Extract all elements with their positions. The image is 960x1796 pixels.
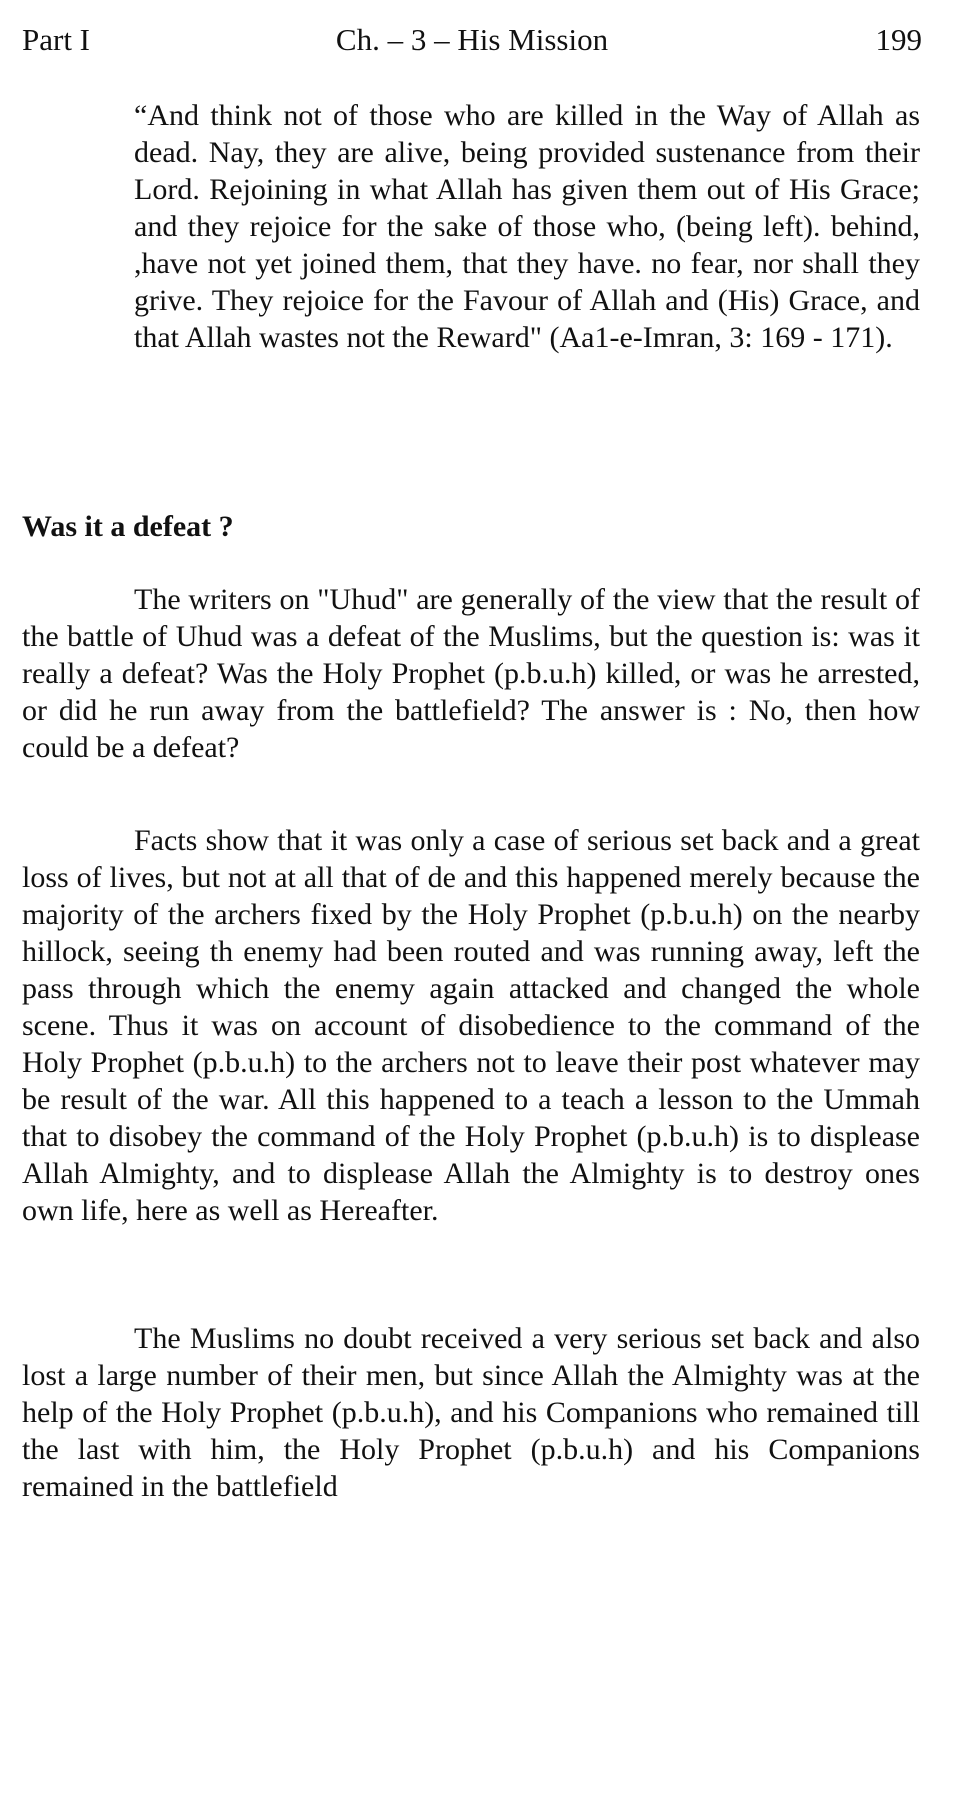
page-number: 199 bbox=[875, 22, 922, 57]
chapter-title: Ch. – 3 – His Mission bbox=[335, 22, 609, 57]
quran-quote: “And think not of those who are killed in the Way of Allah as dead. Nay, they are alive, being provided sustenance from their Lord. Rejoining in what Allah has given them out of His Grace; and they rejoice for the sake of those who, (being left). behind, ,have not yet joined them, that they have. no fear, nor shall they grive. They rejoice for the Favour of Allah and (His) Grace, and that Allah wastes not the Reward" (Aa1-e-Imran, 3: 169 - 171). bbox=[134, 99, 920, 354]
paragraph-2: Facts show that it was only a case of serious set back and a great loss of lives, but not at all that of de and this happened merely because the majority of the archers fixed by the Holy Prophet (p.b.u.h) on the nearby hillock, seeing th enemy had been routed and was running away, left the pass through which the enemy again attacked and changed the whole scene. Thus it was on account of disobedience to the command of the Holy Prophet (p.b.u.h) to the archers not to leave their post whatever may be result of the war. All this happened to a teach a lesson to the Ummah that to disobey the command of the Holy Prophet (p.b.u.h) is to displease Allah Almighty, and to displease Allah the Almighty is to destroy ones own life, here as well as Hereafter. bbox=[22, 824, 920, 1227]
paragraph-3: The Muslims no doubt received a very serious set back and also lost a large number of their men, but since Allah the Almighty was at the help of the Holy Prophet (p.b.u.h), and his Companions who remained till the last with him, the Holy Prophet (p.b.u.h) and his Companions remained in the battlefield bbox=[22, 1322, 920, 1503]
paragraph-1: The writers on "Uhud" are generally of the view that the result of the battle of Uhud was a defeat of the Muslims, but the question is: was it really a defeat? Was the Holy Prophet (p.b.u.h) killed, or was he arrested, or did he run away from the battlefield? The answer is : No, then how could be a defeat? bbox=[22, 583, 920, 764]
section-heading: Was it a defeat ? bbox=[22, 510, 234, 543]
running-header bbox=[22, 20, 922, 60]
part-label: Part I bbox=[22, 22, 91, 57]
